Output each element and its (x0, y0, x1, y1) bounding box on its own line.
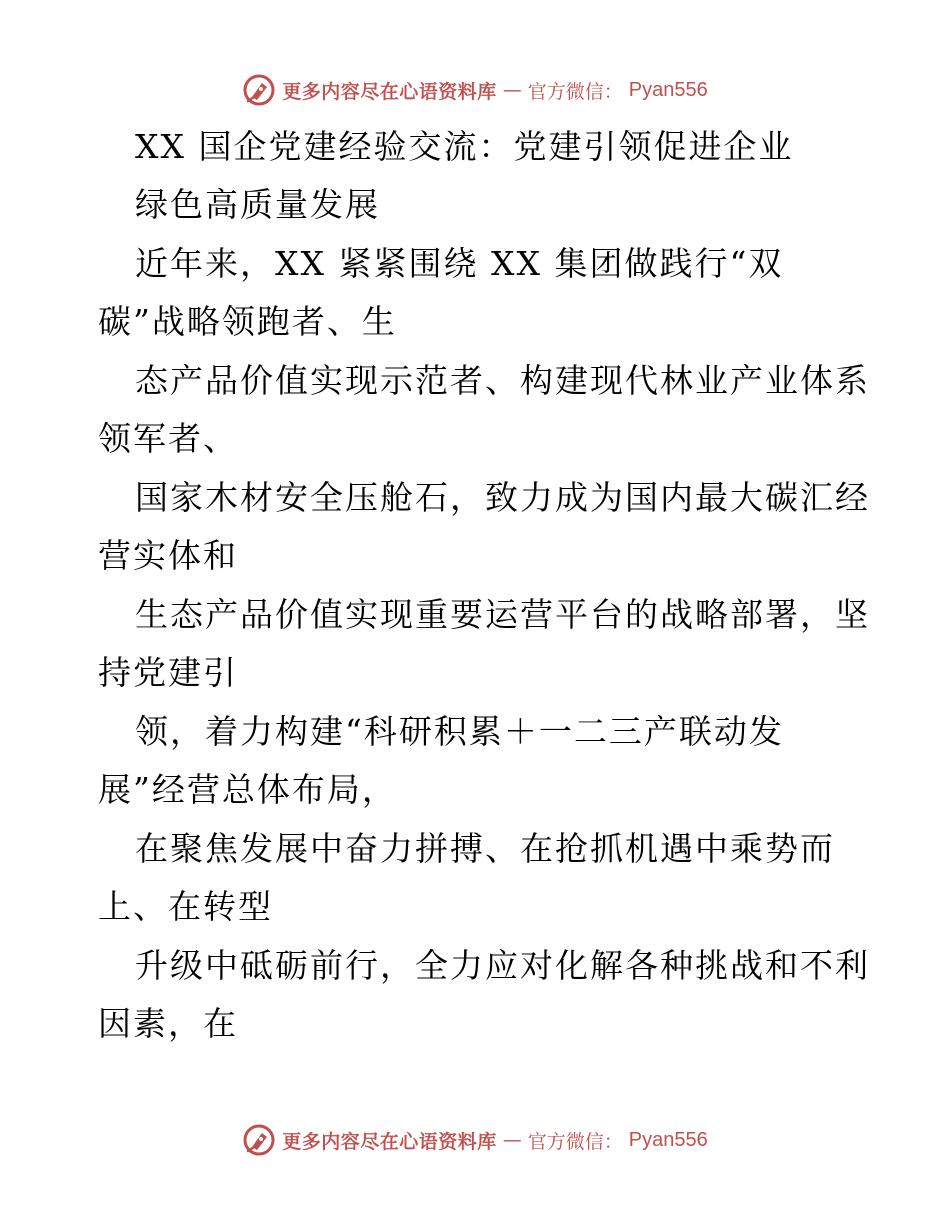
header-watermark (0, 70, 950, 110)
paragraph-line: 近年来，XX 紧紧围绕 XX 集团做践行“双 (135, 244, 784, 283)
title-line-1: XX 国企党建经验交流：党建引领促进企业 (135, 127, 794, 166)
paragraph-line: 升级中砥砺前行，全力应对化解各种挑战和不利 (135, 946, 870, 985)
watermark-brand: 更多内容尽在心语资料库 (282, 1130, 497, 1153)
watermark-separator: — (502, 79, 522, 101)
paragraph-line: 因素，在 (98, 1004, 238, 1043)
watermark-wechat-id: Pyan556 (628, 1128, 708, 1151)
paragraph-line: 在聚焦发展中奋力拼搏、在抢抓机遇中乘势而 (135, 829, 835, 868)
paragraph-line: 领，着力构建“科研积累＋一二三产联动发 (135, 712, 784, 751)
paragraph-line: 持党建引 (98, 653, 238, 692)
watermark-official-label: 官方微信： (527, 1130, 623, 1153)
paragraph-line: 生态产品价值实现重要运营平台的战略部署，坚 (135, 595, 870, 634)
watermark-official-label: 官方微信： (527, 80, 623, 103)
footer-watermark (0, 1120, 950, 1160)
paragraph-line: 碳”战略领跑者、生 (98, 302, 397, 341)
paragraph-line: 国家木材安全压舱石，致力成为国内最大碳汇经 (135, 478, 870, 517)
paragraph-line: 展”经营总体布局， (98, 770, 397, 809)
pen-nib-logo-icon (242, 1123, 276, 1157)
watermark-separator: — (502, 1129, 522, 1151)
watermark-brand: 更多内容尽在心语资料库 (282, 80, 497, 103)
watermark-wechat-id: Pyan556 (628, 78, 708, 101)
paragraph-line: 营实体和 (98, 536, 238, 575)
paragraph-line: 领军者、 (98, 419, 238, 458)
title-line-2: 绿色高质量发展 (135, 185, 380, 224)
paragraph-line: 态产品价值实现示范者、构建现代林业产业体系 (135, 361, 870, 400)
paragraph-line: 上、在转型 (98, 887, 273, 926)
pen-nib-logo-icon (242, 73, 276, 107)
